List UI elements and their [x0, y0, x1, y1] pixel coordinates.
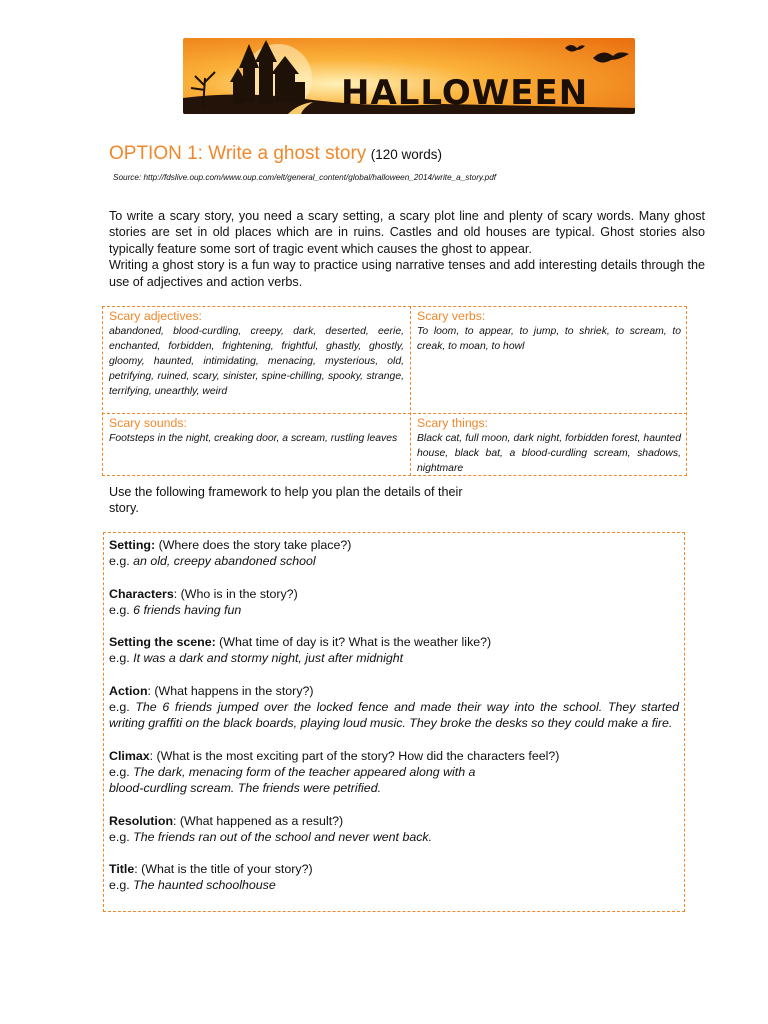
title-word-count: (120 words): [370, 147, 443, 162]
banner-title: HALLOWEEN: [341, 73, 589, 113]
framework-item-setting-the-scene: [109, 634, 679, 667]
item-example: an old, creepy abandoned school: [133, 554, 316, 569]
source-link[interactable]: Source: http://fdslive.oup.com/www.oup.com/elt/general_content/global/halloween_2014/write_a_story.pdf: [113, 173, 497, 182]
item-example: It was a dark and stormy night, just after midnight: [133, 651, 404, 666]
framework-item-setting: [109, 537, 679, 570]
item-example: 6 friends having fun: [133, 602, 242, 617]
framework-item-action: [109, 683, 679, 732]
page-title: [109, 143, 442, 165]
item-example: The dark, menacing form of the teacher appeared along with a: [133, 764, 476, 779]
adjectives-list: abandoned, blood-curdling, creepy, dark, deserted, eerie, enchanted, forbidden, frightening, frightful, ghastly, ghostly, gloomy, haunted, intimidating, menacing, mysterious, old, petrifying, ruined, scary, sinister, spine-chilling, spooky, strange, terrifying, unearthly, weird: [109, 326, 404, 397]
intro-paragraph-2: Writing a ghost story is a fun way to practice using narrative tenses and add interesting details through the use of adjectives and action verbs.: [109, 258, 705, 289]
adjectives-heading: Scary adjectives:: [109, 309, 202, 323]
item-question: : (What is the most exciting part of the story? How did the characters feel?): [149, 748, 560, 763]
item-label: Resolution: [109, 813, 174, 828]
title-main: OPTION 1: Write a ghost story: [109, 143, 367, 164]
item-label: Climax: [109, 748, 150, 763]
halloween-banner: [183, 38, 635, 114]
item-label: Title: [109, 862, 135, 877]
item-example: The friends ran out of the school and never went back.: [133, 829, 433, 844]
eg-prefix: e.g.: [109, 829, 134, 844]
vocabulary-table: [102, 306, 687, 476]
framework-item-resolution: [109, 813, 679, 846]
item-label: Setting the scene:: [109, 635, 216, 650]
item-question: : (What is the title of your story?): [134, 862, 313, 877]
verbs-list: To loom, to appear, to jump, to shriek, to scream, to creak, to moan, to howl: [417, 326, 681, 352]
things-heading: Scary things:: [417, 416, 489, 430]
framework-item-climax: [109, 748, 679, 797]
halloween-banner-image: [183, 38, 635, 114]
framework-item-title: [109, 861, 679, 894]
item-label: Characters: [109, 586, 174, 601]
things-cell: [410, 413, 687, 476]
framework-item-characters: [109, 586, 679, 619]
intro-paragraph-1: To write a scary story, you need a scary setting, a scary plot line and plenty of scary words. Many ghost stories are set in old places which are in ruins. Castles and old houses are typical. Ghost stories also typically feature some sort of tragic event which causes the ghost to appear.: [109, 209, 705, 256]
eg-prefix: e.g.: [109, 602, 134, 617]
eg-prefix: e.g.: [109, 764, 134, 779]
eg-prefix: e.g.: [109, 554, 134, 569]
item-question: (What time of day is it? What is the weather like?): [215, 635, 492, 650]
item-example-continued: blood-curdling scream. The friends were petrified.: [109, 781, 382, 796]
item-question: (Where does the story take place?): [155, 538, 352, 552]
framework-list: [109, 537, 679, 910]
item-example: The haunted schoolhouse: [133, 878, 276, 893]
eg-prefix: e.g.: [109, 700, 136, 715]
item-question: : (What happens in the story?): [147, 683, 314, 698]
eg-prefix: e.g.: [109, 878, 134, 893]
verbs-heading: Scary verbs:: [417, 309, 486, 323]
item-example: The 6 friends jumped over the locked fence and made their way into the school. They started writing graffiti on the black boards, playing loud music. They broke the desks so they could make a fire.: [109, 700, 679, 731]
framework-intro: Use the following framework to help you plan the details of their story.: [109, 485, 463, 516]
eg-prefix: e.g.: [109, 651, 134, 666]
adjectives-cell: [102, 306, 410, 413]
item-label: Setting:: [109, 538, 156, 552]
sounds-cell: [102, 413, 410, 476]
verbs-cell: [410, 306, 687, 413]
item-label: Action: [109, 683, 148, 698]
item-question: : (What happened as a result?): [173, 813, 344, 828]
sounds-list: Footsteps in the night, creaking door, a scream, rustling leaves: [109, 433, 398, 444]
things-list: Black cat, full moon, dark night, forbidden forest, haunted house, black bat, a blood-curdling scream, shadows, nightmare: [417, 433, 681, 474]
item-question: : (Who is in the story?): [173, 586, 298, 601]
sounds-heading: Scary sounds:: [109, 416, 187, 430]
intro-text: [109, 208, 705, 290]
